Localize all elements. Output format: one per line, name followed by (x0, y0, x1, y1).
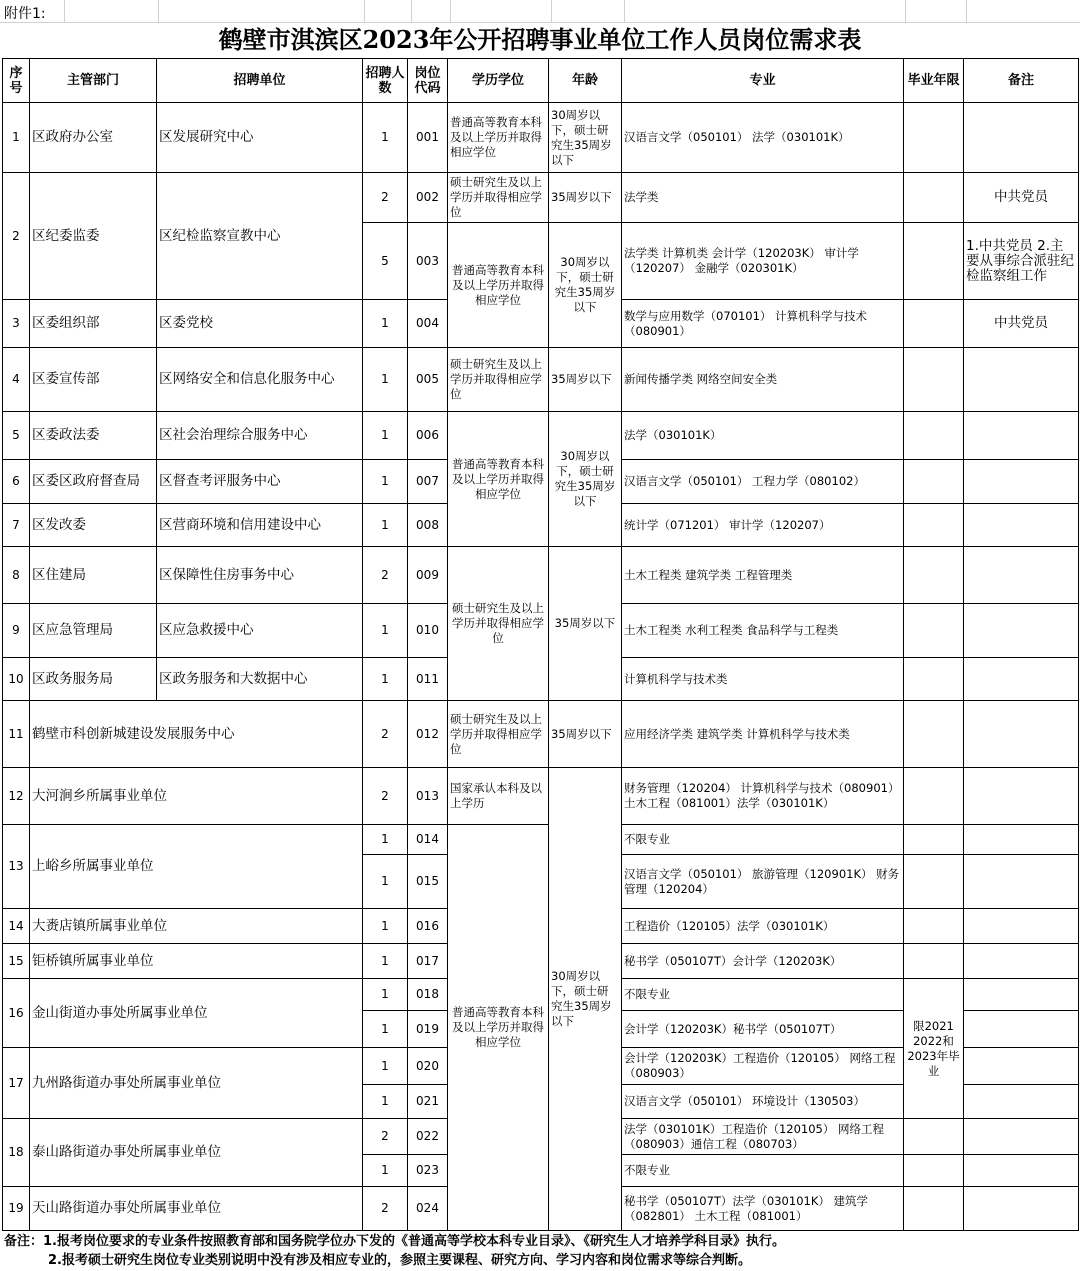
cell-unit: 区社会治理综合服务中心 (157, 412, 363, 460)
cell-count: 1 (363, 979, 408, 1011)
cell-count: 2 (363, 768, 408, 825)
cell-unit: 区网络安全和信息化服务中心 (157, 348, 363, 412)
header-remark: 备注 (964, 59, 1079, 103)
cell-code: 017 (408, 944, 448, 979)
cell-count: 1 (363, 825, 408, 855)
cell-age: 30周岁以下，硕士研究生35周岁以下 (549, 768, 622, 1231)
cell-edu: 普通高等教育本科及以上学历并取得相应学位 (448, 825, 549, 1231)
header-seq: 序号 (3, 59, 30, 103)
cell-edu: 硕士研究生及以上学历并取得相应学位 (448, 547, 549, 701)
cell-remark (964, 825, 1079, 855)
table-row (3, 825, 1079, 855)
cell-major: 汉语言文学（050101） 法学（030101K） (622, 103, 904, 173)
cell-code: 001 (408, 103, 448, 173)
cell-dept: 区应急管理局 (30, 604, 157, 658)
cell-count: 1 (363, 1011, 408, 1048)
cell-count: 2 (363, 547, 408, 604)
cell-code: 011 (408, 658, 448, 701)
cell-major: 不限专业 (622, 1155, 904, 1187)
cell-remark (964, 768, 1079, 825)
cell-unit: 区委党校 (157, 300, 363, 348)
cell-seq: 3 (3, 300, 30, 348)
cell-grad (904, 348, 964, 412)
cell-count: 1 (363, 504, 408, 547)
table-row (3, 348, 1079, 412)
cell-dept: 区住建局 (30, 547, 157, 604)
cell-seq: 10 (3, 658, 30, 701)
cell-major: 汉语言文学（050101） 环境设计（130503） (622, 1085, 904, 1119)
cell-code: 007 (408, 460, 448, 504)
cell-remark: 中共党员 (964, 173, 1079, 223)
cell-major: 法学（030101K）工程造价（120105） 网络工程（080903）通信工程（080703） (622, 1119, 904, 1155)
cell-grad (904, 944, 964, 979)
cell-remark (964, 460, 1079, 504)
cell-remark (964, 701, 1079, 768)
cell-edu: 硕士研究生及以上学历并取得相应学位 (448, 173, 549, 223)
cell-dept: 区委组织部 (30, 300, 157, 348)
cell-unit: 区保障性住房事务中心 (157, 547, 363, 604)
cell-count: 1 (363, 604, 408, 658)
footnote-2: 2.报考硕士研究生岗位专业类别说明中没有涉及相应专业的，参照主要课程、研究方向、学习内容和岗位需求等综合判断。 (48, 1253, 751, 1268)
cell-code: 015 (408, 855, 448, 909)
spreadsheet-grid-top (0, 0, 1080, 23)
cell-code: 019 (408, 1011, 448, 1048)
cell-major: 法学类 (622, 173, 904, 223)
cell-grad (904, 547, 964, 604)
cell-code: 022 (408, 1119, 448, 1155)
cell-seq: 19 (3, 1187, 30, 1231)
cell-seq: 14 (3, 909, 30, 944)
cell-major: 应用经济学类 建筑学类 计算机科学与技术类 (622, 701, 904, 768)
cell-remark: 1.中共党员 2.主要从事综合派驻纪检监察组工作 (964, 223, 1079, 300)
header-edu: 学历学位 (448, 59, 549, 103)
cell-code: 003 (408, 223, 448, 300)
cell-remark (964, 604, 1079, 658)
cell-dept: 区政府办公室 (30, 103, 157, 173)
cell-seq: 16 (3, 979, 30, 1048)
table-row (3, 547, 1079, 604)
cell-count: 1 (363, 658, 408, 701)
cell-seq: 18 (3, 1119, 30, 1187)
cell-dept: 区纪委监委 (30, 173, 157, 300)
cell-dept: 区发改委 (30, 504, 157, 547)
header-age: 年龄 (549, 59, 622, 103)
cell-code: 009 (408, 547, 448, 604)
cell-seq: 17 (3, 1048, 30, 1119)
cell-count: 1 (363, 1085, 408, 1119)
cell-remark (964, 658, 1079, 701)
cell-major: 会计学（120203K）工程造价（120105） 网络工程（080903） (622, 1048, 904, 1085)
cell-grad (904, 300, 964, 348)
cell-remark: 中共党员 (964, 300, 1079, 348)
cell-count: 5 (363, 223, 408, 300)
cell-edu: 硕士研究生及以上学历并取得相应学位 (448, 348, 549, 412)
cell-grad (904, 460, 964, 504)
cell-dept: 区委宣传部 (30, 348, 157, 412)
cell-seq: 1 (3, 103, 30, 173)
cell-major: 统计学（071201） 审计学（120207） (622, 504, 904, 547)
table-row (3, 701, 1079, 768)
cell-major: 土木工程类 水利工程类 食品科学与工程类 (622, 604, 904, 658)
cell-major: 数学与应用数学（070101） 计算机科学与技术（080901） (622, 300, 904, 348)
cell-dept: 钜桥镇所属事业单位 (30, 944, 363, 979)
cell-edu: 普通高等教育本科及以上学历并取得相应学位 (448, 412, 549, 547)
header-dept: 主管部门 (30, 59, 157, 103)
cell-grad (904, 855, 964, 909)
cell-seq: 5 (3, 412, 30, 460)
cell-age: 30周岁以下，硕士研究生35周岁以下 (549, 223, 622, 348)
cell-count: 1 (363, 1155, 408, 1187)
cell-unit: 区督查考评服务中心 (157, 460, 363, 504)
cell-grad (904, 909, 964, 944)
cell-count: 1 (363, 348, 408, 412)
cell-dept: 九州路街道办事处所属事业单位 (30, 1048, 363, 1119)
cell-count: 2 (363, 1187, 408, 1231)
cell-grad (904, 103, 964, 173)
table-row (3, 103, 1079, 173)
cell-major: 法学（030101K） (622, 412, 904, 460)
cell-remark (964, 547, 1079, 604)
cell-code: 023 (408, 1155, 448, 1187)
cell-grad: 限2021 2022和2023年毕业 (904, 979, 964, 1119)
cell-remark (964, 909, 1079, 944)
cell-count: 1 (363, 909, 408, 944)
cell-remark (964, 944, 1079, 979)
cell-count: 1 (363, 944, 408, 979)
cell-count: 2 (363, 701, 408, 768)
cell-edu: 普通高等教育本科及以上学历并取得相应学位 (448, 223, 549, 348)
cell-remark (964, 1048, 1079, 1085)
cell-age: 35周岁以下 (549, 348, 622, 412)
table-row (3, 768, 1079, 825)
cell-code: 014 (408, 825, 448, 855)
cell-grad (904, 604, 964, 658)
cell-grad (904, 223, 964, 300)
page-title: 鹤壁市淇滨区2023年公开招聘事业单位工作人员岗位需求表 (218, 25, 862, 54)
cell-dept: 天山路街道办事处所属事业单位 (30, 1187, 363, 1231)
cell-grad (904, 1119, 964, 1155)
cell-age: 35周岁以下 (549, 701, 622, 768)
cell-major: 工程造价（120105）法学（030101K） (622, 909, 904, 944)
cell-grad (904, 825, 964, 855)
cell-count: 1 (363, 1048, 408, 1085)
cell-code: 010 (408, 604, 448, 658)
cell-age: 30周岁以下，硕士研究生35周岁以下 (549, 412, 622, 547)
cell-remark (964, 1187, 1079, 1231)
cell-remark (964, 348, 1079, 412)
cell-code: 020 (408, 1048, 448, 1085)
cell-remark (964, 979, 1079, 1011)
header-code: 岗位代码 (408, 59, 448, 103)
header-row (3, 59, 1079, 103)
cell-count: 2 (363, 1119, 408, 1155)
cell-count: 1 (363, 855, 408, 909)
cell-seq: 11 (3, 701, 30, 768)
cell-count: 2 (363, 173, 408, 223)
cell-seq: 13 (3, 825, 30, 909)
attachment-label: 附件1: (4, 6, 46, 22)
cell-dept: 区委区政府督查局 (30, 460, 157, 504)
cell-major: 不限专业 (622, 979, 904, 1011)
cell-grad (904, 173, 964, 223)
cell-dept: 区政务服务局 (30, 658, 157, 701)
table-row (3, 412, 1079, 460)
table-row (3, 173, 1079, 223)
cell-code: 018 (408, 979, 448, 1011)
cell-major: 土木工程类 建筑学类 工程管理类 (622, 547, 904, 604)
cell-remark (964, 412, 1079, 460)
cell-remark (964, 855, 1079, 909)
cell-major: 法学类 计算机类 会计学（120203K） 审计学（120207） 金融学（020301K） (622, 223, 904, 300)
cell-count: 1 (363, 460, 408, 504)
cell-code: 005 (408, 348, 448, 412)
cell-remark (964, 1155, 1079, 1187)
cell-major: 汉语言文学（050101） 工程力学（080102） (622, 460, 904, 504)
cell-count: 1 (363, 300, 408, 348)
cell-seq: 4 (3, 348, 30, 412)
cell-dept: 上峪乡所属事业单位 (30, 825, 363, 909)
cell-remark (964, 504, 1079, 547)
cell-major: 汉语言文学（050101） 旅游管理（120901K） 财务管理（120204） (622, 855, 904, 909)
cell-age: 35周岁以下 (549, 173, 622, 223)
cell-unit: 区纪检监察宣教中心 (157, 173, 363, 300)
footnote-1: 备注：1.报考岗位要求的专业条件按照教育部和国务院学位办下发的《普通高等学校本科专业目录》、《研究生人才培养学科目录》执行。 (4, 1234, 785, 1249)
cell-code: 024 (408, 1187, 448, 1231)
cell-code: 004 (408, 300, 448, 348)
cell-dept: 大赉店镇所属事业单位 (30, 909, 363, 944)
cell-remark (964, 1119, 1079, 1155)
cell-unit: 区应急救援中心 (157, 604, 363, 658)
cell-code: 008 (408, 504, 448, 547)
cell-dept: 金山街道办事处所属事业单位 (30, 979, 363, 1048)
header-unit: 招聘单位 (157, 59, 363, 103)
cell-grad (904, 1155, 964, 1187)
cell-remark (964, 1085, 1079, 1119)
footnotes (4, 1232, 1078, 1270)
cell-seq: 9 (3, 604, 30, 658)
cell-dept: 泰山路街道办事处所属事业单位 (30, 1119, 363, 1187)
cell-code: 002 (408, 173, 448, 223)
cell-remark (964, 103, 1079, 173)
cell-edu: 国家承认本科及以上学历 (448, 768, 549, 825)
cell-code: 016 (408, 909, 448, 944)
cell-edu: 硕士研究生及以上学历并取得相应学位 (448, 701, 549, 768)
cell-major: 计算机科学与技术类 (622, 658, 904, 701)
cell-seq: 6 (3, 460, 30, 504)
cell-grad (904, 412, 964, 460)
position-table (2, 58, 1079, 1231)
cell-edu: 普通高等教育本科及以上学历并取得相应学位 (448, 103, 549, 173)
cell-grad (904, 658, 964, 701)
cell-grad (904, 701, 964, 768)
cell-code: 012 (408, 701, 448, 768)
cell-code: 006 (408, 412, 448, 460)
cell-count: 1 (363, 412, 408, 460)
cell-code: 013 (408, 768, 448, 825)
cell-grad (904, 504, 964, 547)
cell-seq: 15 (3, 944, 30, 979)
cell-grad (904, 1187, 964, 1231)
cell-unit: 区政务服务和大数据中心 (157, 658, 363, 701)
cell-major: 秘书学（050107T）法学（030101K） 建筑学（082801） 土木工程（081001） (622, 1187, 904, 1231)
cell-major: 新闻传播学类 网络空间安全类 (622, 348, 904, 412)
cell-unit: 区营商环境和信用建设中心 (157, 504, 363, 547)
cell-major: 会计学（120203K）秘书学（050107T） (622, 1011, 904, 1048)
cell-age: 35周岁以下 (549, 547, 622, 701)
cell-remark (964, 1011, 1079, 1048)
header-count: 招聘人数 (363, 59, 408, 103)
cell-major: 秘书学（050107T）会计学（120203K） (622, 944, 904, 979)
cell-age: 30周岁以下，硕士研究生35周岁以下 (549, 103, 622, 173)
cell-dept: 区委政法委 (30, 412, 157, 460)
cell-major: 不限专业 (622, 825, 904, 855)
cell-seq: 2 (3, 173, 30, 300)
cell-grad (904, 768, 964, 825)
cell-major: 财务管理（120204） 计算机科学与技术（080901） 土木工程（081001）法学（030101K） (622, 768, 904, 825)
cell-seq: 8 (3, 547, 30, 604)
header-grad: 毕业年限 (904, 59, 964, 103)
cell-seq: 7 (3, 504, 30, 547)
cell-unit: 区发展研究中心 (157, 103, 363, 173)
cell-count: 1 (363, 103, 408, 173)
header-major: 专业 (622, 59, 904, 103)
cell-code: 021 (408, 1085, 448, 1119)
cell-seq: 12 (3, 768, 30, 825)
cell-dept: 大河涧乡所属事业单位 (30, 768, 363, 825)
cell-dept: 鹤壁市科创新城建设发展服务中心 (30, 701, 363, 768)
